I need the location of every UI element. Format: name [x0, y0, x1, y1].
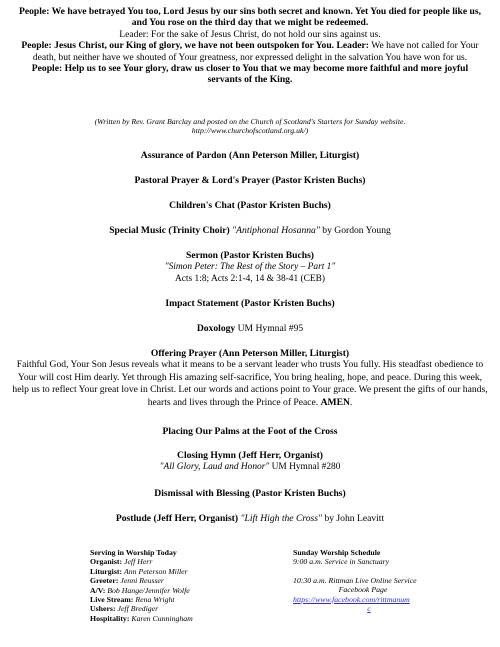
- special-music-composer: by Gordon Young: [322, 225, 391, 236]
- schedule-line-1: 9:00 a.m. Service in Sanctuary: [293, 557, 390, 567]
- serving-row: Greeter: Jenni Reusser: [90, 576, 164, 586]
- serving-row: Liturgist: Ann Peterson Miller: [90, 566, 188, 576]
- facebook-link-end[interactable]: c: [367, 604, 371, 614]
- postlude-label: Postlude (Jeff Herr, Organist): [115, 513, 239, 524]
- serving-row: Live Stream: Rena Wright: [90, 595, 175, 605]
- litany-people-2: People: Jesus Christ, our King of glory, we have not been outspoken for You.: [21, 40, 335, 52]
- pastoral-prayer: Pastoral Prayer & Lord's Prayer (Pastor Kristen Buchs): [134, 175, 366, 186]
- serving-row: Hospitality: Karen Cunningham: [90, 613, 193, 623]
- schedule-line-3: Facebook Page: [338, 585, 388, 595]
- facebook-link[interactable]: https://www.facebook.com/rittmanum: [293, 594, 410, 604]
- offering-amen: AMEN: [320, 396, 350, 408]
- offering-text: Faithful God, Your Son Jesus reveals what it means to be a servant leader who trusts You fully. His steadfast obedience to Your will cost Him dearly. Yet through His amazing self-sacrifice, You bring healing, hope, and peace. During this week, help us to reflect Your great love in Christ. Let our words and actions point to Your grace. We present the gifts of our hands, hearts and lives through the Prince of Peace.: [12, 359, 488, 408]
- doxology-hymn: UM Hymnal #95: [237, 323, 304, 334]
- dismissal: Dismissal with Blessing (Pastor Kristen Buchs): [154, 488, 346, 499]
- sermon-heading: Sermon (Pastor Kristen Buchs): [186, 250, 314, 261]
- schedule-title: Sunday Worship Schedule: [293, 548, 381, 557]
- citation-line-2: http://www.churchofscotland.org.uk/): [191, 126, 309, 136]
- litany-leader-1: Leader: For the sake of Jesus Christ, do not hold our sins against us.: [119, 28, 381, 40]
- serving-row: Ushers: Jeff Brediger: [90, 604, 159, 614]
- closing-hymn-number: UM Hymnal #280: [271, 462, 341, 472]
- special-music: [14, 225, 486, 237]
- litany-people-1: People: We have betrayed You too, Lord Jesus by our sins both secret and known. Yet You died for people like us, and You rose on the third day that we might be redeemed.: [19, 6, 481, 29]
- postlude-title: "Lift High the Cross": [240, 513, 323, 524]
- litany-block: [14, 6, 486, 86]
- serving-in-worship: [90, 548, 270, 623]
- postlude: [14, 513, 486, 525]
- schedule-line-2: 10:30 a.m. Rittman Live Online Service: [293, 575, 417, 585]
- citation-line-1: (Written by Rev. Grant Barclay and posted on the Church of Scotland's Starters for Sunday website.: [94, 117, 406, 126]
- sermon-title: [14, 262, 486, 274]
- litany-leader-2: Leader: We have not called for Your death, but neither have we shouted of Your greatness, nor expressed delight in the salvation You have won for us.: [32, 40, 479, 63]
- litany-people-3: People: Help us to see Your glory, draw us closer to You that we may become more faithful and more joyful servants of the King.: [31, 63, 469, 86]
- litany-people-2-block: [14, 40, 486, 63]
- closing-hymn-detail: [14, 462, 486, 474]
- doxology-label: Doxology: [196, 323, 236, 334]
- sermon-title-text: "Simon Peter: The Rest of the Story – Part 1": [164, 262, 336, 272]
- offering-prayer: Faithful God, Your Son Jesus reveals what it means to be a servant leader who trusts You fully. His steadfast obedience to Your will cost Him dearly. Yet through His amazing self-sacrifice, You bring healing, hope, and peace. During this week, help us to reflect Your great love in Christ. Let our words and actions point to Your grace. We present the gifts of our hands, hearts and lives through the Prince of Peace. AMEN.: [12, 359, 488, 408]
- special-music-label: Special Music (Trinity Choir): [109, 225, 230, 236]
- impact-statement: Impact Statement (Pastor Kristen Buchs): [165, 298, 335, 309]
- childrens-chat: Children's Chat (Pastor Kristen Buchs): [169, 200, 331, 211]
- serving-row: A/V: Bob Hange/Jennifer Wolfe: [90, 585, 190, 595]
- litany-citation: [14, 117, 486, 136]
- special-music-title: "Antiphonal Hosanna": [232, 225, 320, 236]
- leader-2-label: Leader:: [336, 40, 369, 52]
- serving-row: Organist: Jeff Herr: [90, 557, 153, 567]
- sermon-refs: Acts 1:8; Acts 2:1-4, 14 & 38-41 (CEB): [175, 274, 325, 284]
- placing-palms: Placing Our Palms at the Foot of the Cross: [162, 426, 338, 437]
- closing-hymn-heading: Closing Hymn (Jeff Herr, Organist): [177, 450, 323, 461]
- worship-schedule: [293, 548, 463, 613]
- doxology: [14, 323, 486, 335]
- serving-title: Serving in Worship Today: [90, 548, 177, 557]
- closing-hymn-title: "All Glory, Laud and Honor": [159, 462, 270, 472]
- postlude-composer: by John Leavitt: [324, 513, 385, 524]
- assurance-of-pardon: Assurance of Pardon (Ann Peterson Miller, Liturgist): [140, 150, 360, 161]
- offering-heading: Offering Prayer (Ann Peterson Miller, Liturgist): [150, 348, 350, 359]
